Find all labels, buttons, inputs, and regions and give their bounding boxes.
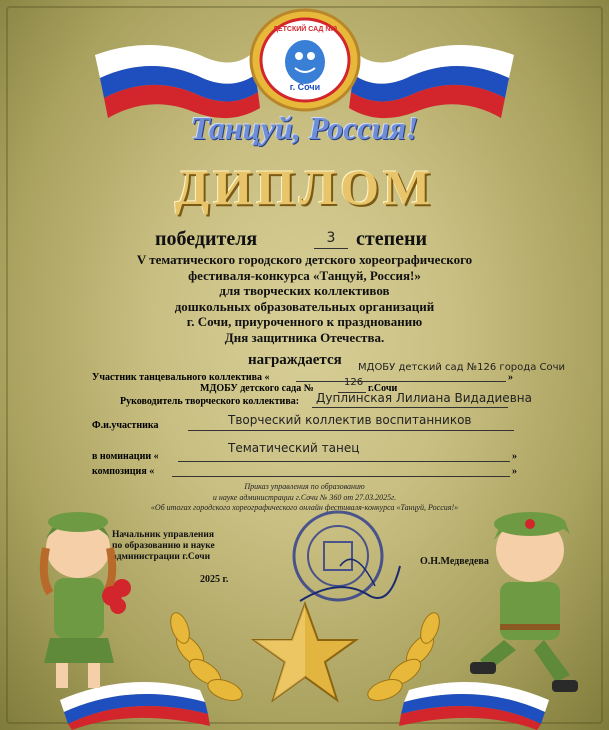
order-line: и науке администрации г.Сочи № 360 от 27.03.2025г.: [212, 492, 397, 502]
diploma-title: ДИПЛОМ: [174, 159, 435, 215]
description-line: фестиваля-конкурса «Танцуй, Россия!»: [188, 267, 421, 283]
participant-label: Участник танцевального коллектива «: [92, 372, 270, 383]
leader-label: Руководитель творческого коллектива:: [120, 396, 300, 407]
festival-title: Танцуй, Россия!: [190, 110, 419, 146]
nomination-value: Тематический танец: [228, 441, 360, 455]
composition-underline: [172, 476, 510, 477]
awarded-label: награждается: [248, 352, 342, 368]
winner-degree: 3: [326, 230, 336, 246]
logo-bottom-text: г. Сочи: [289, 82, 321, 92]
name-value: Творческий коллектив воспитанников: [228, 413, 472, 427]
participant-value: МДОБУ детский сад №126 города Сочи: [358, 362, 566, 373]
signatory-name: О.Н.Медведева: [420, 556, 489, 567]
signatory-year: 2025 г.: [200, 574, 229, 585]
description-line: V тематического городского детского хореографического: [136, 252, 473, 267]
order-line: Приказ управления по образованию: [244, 482, 365, 491]
festival-description: [0, 252, 609, 345]
composition-label: композиция «: [92, 466, 155, 477]
kindergarten-city: г.Сочи: [368, 383, 398, 394]
name-label: Ф.и.участника: [92, 420, 159, 431]
composition-close: »: [512, 466, 517, 477]
description-line: для творческих коллективов: [219, 283, 390, 298]
kindergarten-number: 126: [344, 377, 364, 388]
description-line: дошкольных образовательных организаций: [174, 298, 435, 314]
winner-prefix: победителя: [155, 228, 258, 250]
position-line: администрации г.Сочи: [112, 552, 211, 562]
name-underline: [188, 430, 514, 431]
order-line: «Об итогах городского хореографического онлайн фестиваля-конкурса «Танцуй, Россия!»: [150, 503, 459, 512]
girl-soldier-icon: [30, 498, 140, 698]
kindergarten-label: МДОБУ детского сада №: [200, 383, 314, 394]
leader-underline: [312, 407, 508, 408]
logo-top-text: ДЕТСКИЙ САД №9: [272, 26, 338, 33]
position-line: Начальник управления: [112, 530, 214, 540]
nomination-label: в номинации «: [92, 451, 159, 462]
participant-close: »: [508, 372, 513, 383]
leader-value: Дуплинская Лилиана Видадиевна: [316, 391, 532, 405]
participant-underline: [296, 381, 506, 382]
nomination-close: »: [512, 451, 517, 462]
degree-underline: [314, 248, 348, 249]
nomination-underline: [178, 461, 510, 462]
description-line: Дня защитника Отечества.: [224, 329, 385, 345]
winner-suffix: степени: [356, 228, 428, 250]
description-line: г. Сочи, приуроченного к празднованию: [186, 314, 423, 329]
logo-icon: [249, 8, 361, 112]
position-line: по образованию и науке: [112, 541, 215, 551]
boy-soldier-icon: [460, 500, 590, 700]
